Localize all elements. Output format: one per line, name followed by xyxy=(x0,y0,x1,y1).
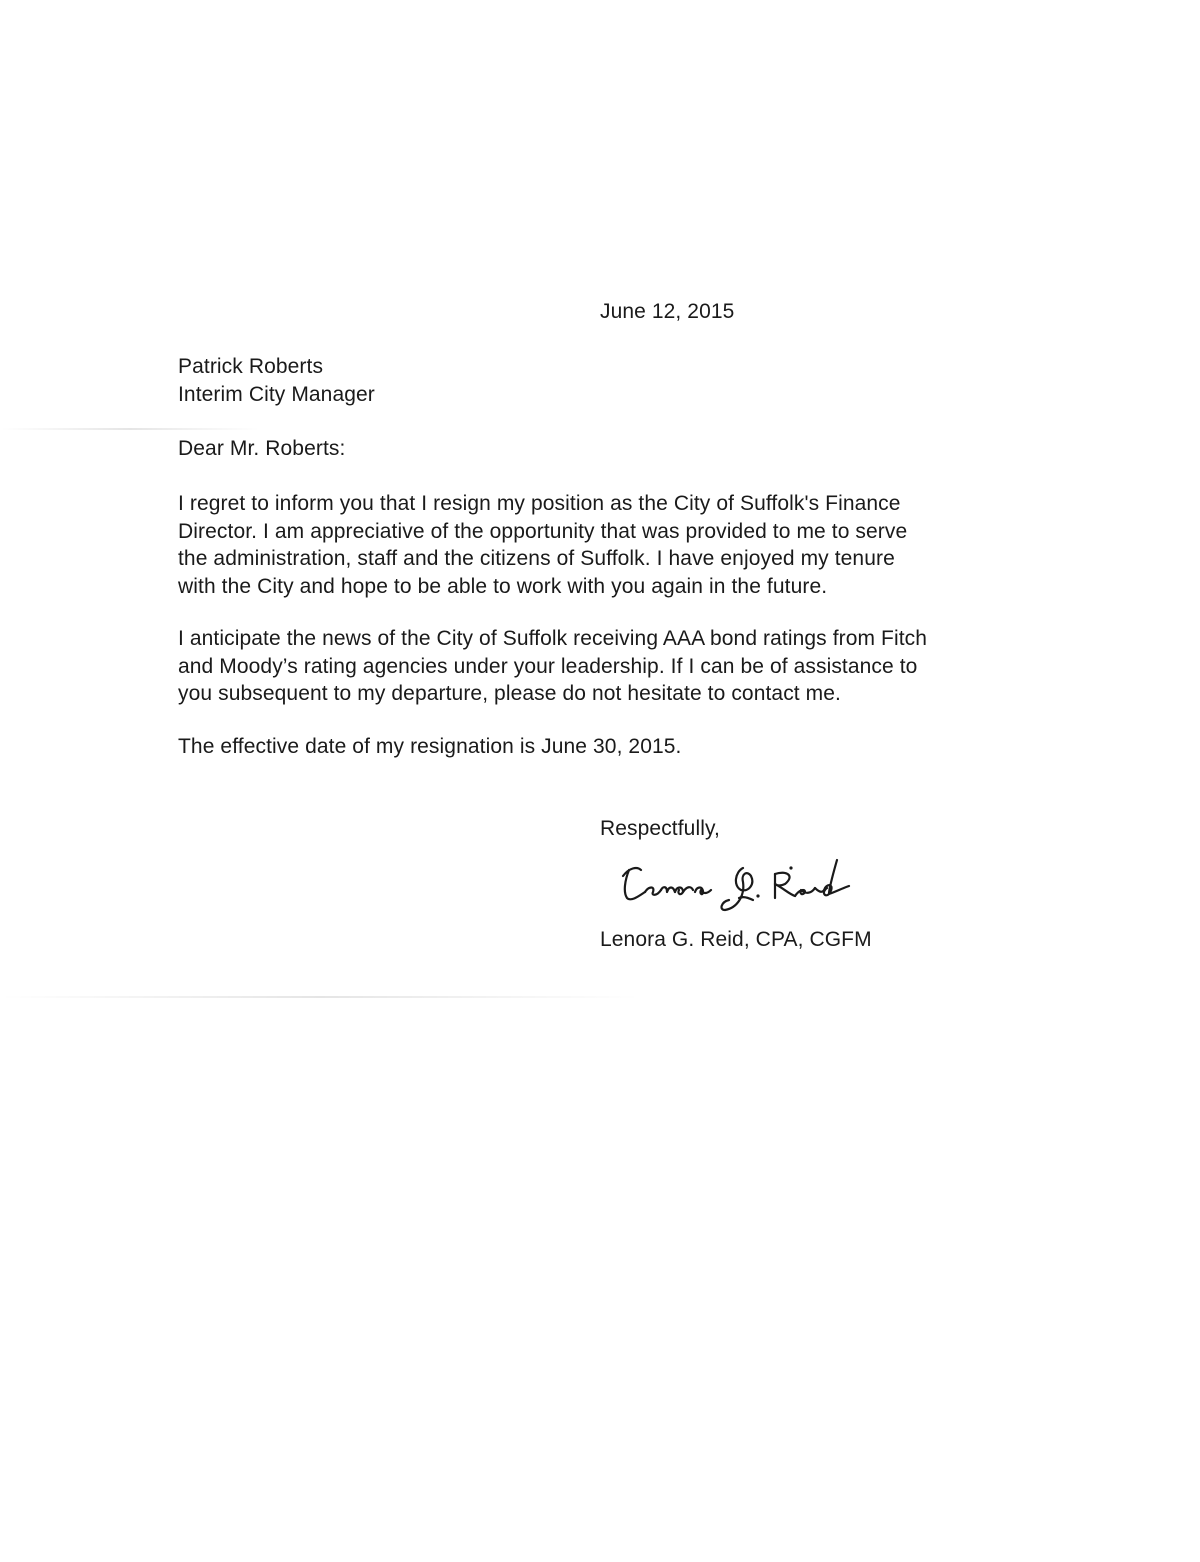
paragraph-line: I regret to inform you that I resign my position as the City of Suffolk's Finance xyxy=(178,492,901,515)
scan-artifact-line xyxy=(0,996,640,998)
paragraph-line: Director. I am appreciative of the opportunity that was provided to me to serve xyxy=(178,519,908,543)
paragraph-1 xyxy=(178,490,907,600)
scan-artifact-line xyxy=(0,428,260,430)
recipient-block xyxy=(178,353,375,409)
signer-name: Lenora G. Reid, CPA, CGFM xyxy=(600,928,872,951)
paragraph-line: and Moody’s rating agencies under your leadership. If I can be of assistance to xyxy=(178,654,918,678)
letter-date: June 12, 2015 xyxy=(600,300,735,323)
paragraph-line: with the City and hope to be able to work with you again in the future. xyxy=(178,574,828,598)
paragraph-line: you subsequent to my departure, please do not hesitate to contact me. xyxy=(178,682,841,705)
recipient-title: Interim City Manager xyxy=(178,383,375,406)
recipient-name: Patrick Roberts xyxy=(178,355,324,378)
closing: Respectfully, xyxy=(600,817,720,840)
paragraph-line: the administration, staff and the citizens of Suffolk. I have enjoyed my tenure xyxy=(178,547,895,570)
paragraph-3: The effective date of my resignation is June 30, 2015. xyxy=(178,735,682,758)
paragraph-line: I anticipate the news of the City of Suffolk receiving AAA bond ratings from Fitch xyxy=(178,627,928,650)
paragraph-2 xyxy=(178,625,927,708)
salutation: Dear Mr. Roberts: xyxy=(178,437,346,460)
handwritten-signature xyxy=(615,852,865,932)
